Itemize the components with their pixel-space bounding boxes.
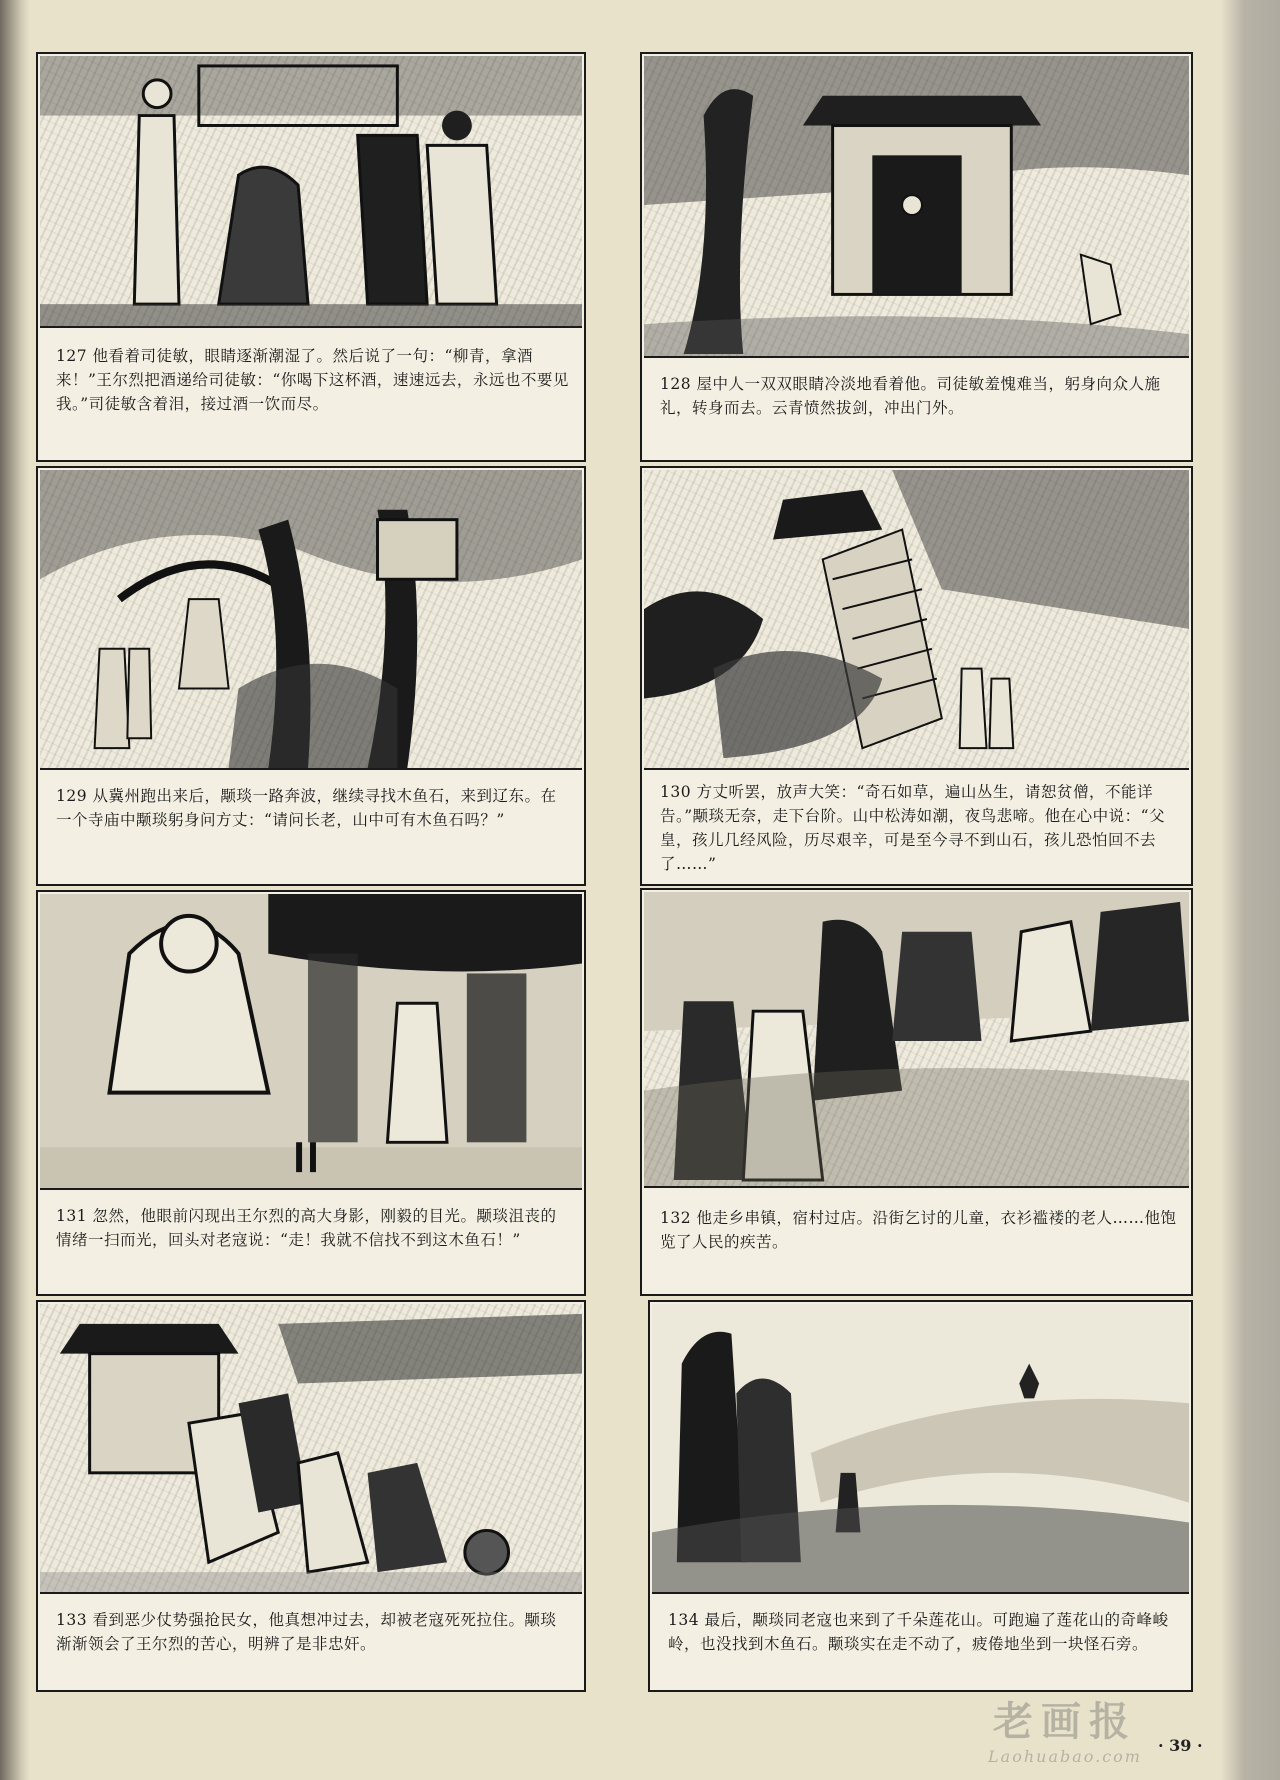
panel-131-caption: 131 忽然，他眼前闪现出王尔烈的高大身影，刚毅的目光。颙琰沮丧的情绪一扫而光，回头对老寇说：“走！我就不信找不到这木鱼石！”	[56, 1207, 557, 1249]
panel-132-illustration	[644, 892, 1189, 1188]
watermark	[940, 1690, 1190, 1766]
panel-132-caption: 132 他走乡串镇，宿村过店。沿街乞讨的儿童，衣衫褴褛的老人……他饱览了人民的疾苦。	[660, 1209, 1177, 1251]
panel-127	[36, 52, 586, 462]
panel-131-illustration	[40, 894, 582, 1190]
panel-130-illustration	[644, 470, 1189, 770]
panel-133-caption: 133 看到恶少仗势强抢民女，他真想冲过去，却被老寇死死拉住。颙琰渐渐领会了王尔烈的苦心，明辨了是非忠奸。	[56, 1611, 557, 1653]
page-edge-shadow	[1220, 0, 1280, 1780]
panel-130	[640, 466, 1193, 886]
panel-128-illustration	[644, 56, 1189, 358]
panel-127-caption: 127 他看着司徒敏，眼睛逐渐潮湿了。然后说了一句：“柳青，拿酒来！”王尔烈把酒递给司徒敏：“你喝下这杯酒，速速远去，永远也不要见我。”司徒敏含着泪，接过酒一饮而尽。	[56, 347, 569, 413]
page-binding-shadow	[0, 0, 30, 1780]
panel-129	[36, 466, 586, 886]
panel-131	[36, 890, 586, 1296]
panel-129-illustration	[40, 470, 582, 770]
panel-133-illustration	[40, 1304, 582, 1594]
panel-128-caption: 128 屋中人一双双眼睛冷淡地看着他。司徒敏羞愧难当，躬身向众人施礼，转身而去。云青愤然拔剑，冲出门外。	[660, 375, 1161, 417]
page-number: · 39 ·	[1158, 1736, 1203, 1755]
panel-133	[36, 1300, 586, 1692]
panel-132	[640, 888, 1193, 1296]
watermark-en: Laohuabao.com	[988, 1747, 1142, 1766]
panel-130-caption: 130 方丈听罢，放声大笑：“奇石如草，遍山丛生，请恕贫僧，不能详告。”颙琰无奈，走下台阶。山中松涛如潮，夜鸟悲啼。他在心中说：“父皇，孩儿几经风险，历尽艰辛，可是至今寻不到山石，孩儿恐怕回不去了……”	[660, 783, 1166, 873]
panel-134	[648, 1300, 1193, 1692]
panel-129-caption: 129 从冀州跑出来后，颙琰一路奔波，继续寻找木鱼石，来到辽东。在一个寺庙中颙琰躬身问方丈：“请问长老，山中可有木鱼石吗？”	[56, 787, 557, 829]
panel-134-illustration	[652, 1304, 1189, 1594]
watermark-cn: 老画报	[993, 1699, 1137, 1745]
panel-127-illustration	[40, 56, 582, 328]
panel-134-caption: 134 最后，颙琰同老寇也来到了千朵莲花山。可跑遍了莲花山的奇峰峻岭，也没找到木鱼石。颙琰实在走不动了，疲倦地坐到一块怪石旁。	[668, 1611, 1169, 1653]
panel-128	[640, 52, 1193, 462]
